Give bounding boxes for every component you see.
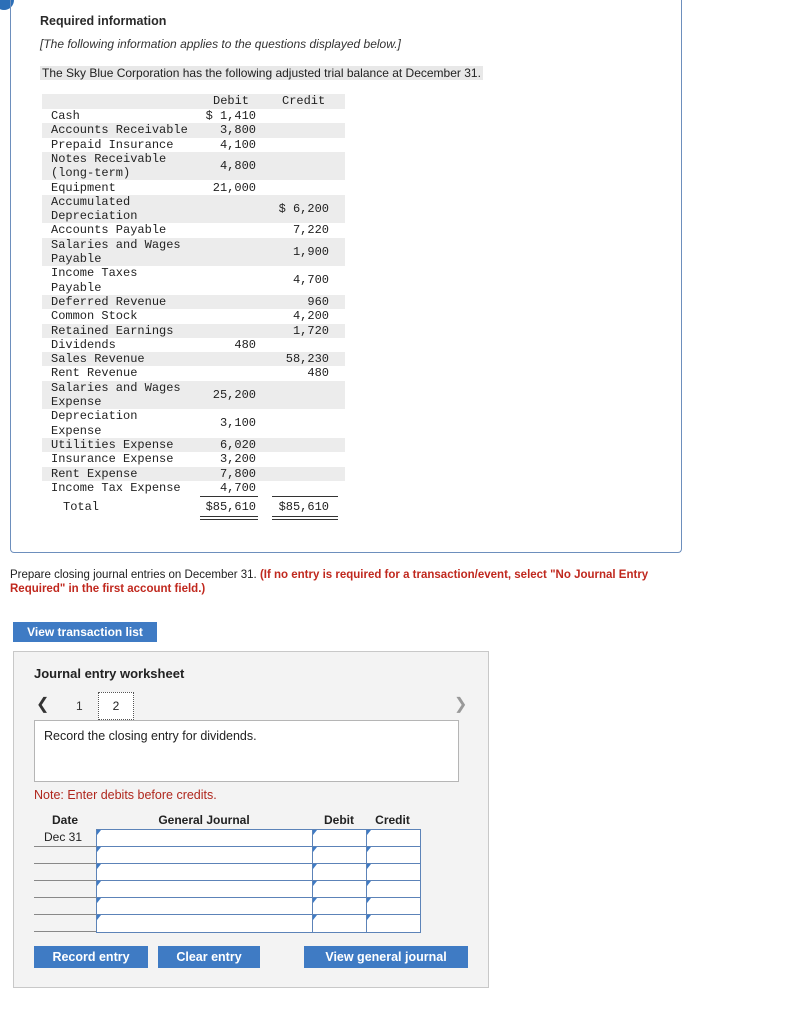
required-info-title: Required information [40,14,167,28]
dropdown-marker-icon [97,864,101,869]
account-name [51,152,166,181]
credit-column-header: Credit [282,94,326,108]
dropdown-marker-icon [313,881,317,886]
credit-column-header-journal: Credit [375,813,410,827]
debit-amount: $ 1,410 [205,109,256,123]
trial-balance-row [42,452,345,466]
credit-amount: $ 6,200 [278,201,329,216]
account-name-line: Expense [51,394,102,409]
debit-amount: 4,800 [219,159,256,174]
account-name: Insurance Expense [51,452,174,467]
page-1-link[interactable]: 1 [76,699,83,713]
chevron-right-icon[interactable]: ❯ [454,696,468,713]
date-cell [34,829,96,847]
entry-date: Dec 31 [44,830,83,844]
instructions-text [10,568,690,596]
debit-amount: 7,800 [219,466,256,481]
debit-subtotal-rule [200,496,258,497]
instruction-text: Record the closing entry for dividends. [44,729,257,743]
dropdown-marker-icon [313,915,317,920]
date-cell [34,897,96,915]
credit-amount: 1,900 [292,244,329,259]
debit-amount: 480 [234,337,256,352]
trial-balance-row [42,324,345,338]
trial-balance-row [42,123,345,137]
clear-entry-button[interactable]: Clear entry [158,946,260,968]
debit-amount: 25,200 [212,387,256,402]
trial-balance-row [42,381,345,410]
instruction-box [34,720,459,782]
worksheet-title: Journal entry worksheet [34,666,185,681]
debit-amount: 6,020 [219,437,256,452]
date-cell [34,846,96,864]
trial-balance-row [42,309,345,323]
credit-amount: 4,200 [292,309,329,324]
account-name [51,266,137,295]
account-name: Accounts Payable [51,223,167,238]
account-name: Equipment [51,180,116,195]
debit-amount: 3,800 [219,123,256,138]
dropdown-marker-icon [97,830,101,835]
credit-total-double-rule [272,516,338,517]
credit-amount: 1,720 [292,323,329,338]
debit-amount: 3,200 [219,452,256,467]
instructions-main: Prepare closing journal entries on December 31. [10,569,260,581]
credit-total-double-rule [272,519,338,520]
dropdown-marker-icon [97,915,101,920]
dropdown-marker-icon [367,881,371,886]
credit-subtotal-rule [272,496,338,497]
credit-amount: 58,230 [285,352,329,367]
trial-balance-total-row [42,499,345,515]
total-label: Total [63,500,100,515]
credit-amount: 960 [307,294,329,309]
account-name: Common Stock [51,309,138,324]
credit-amount-field[interactable] [366,914,421,933]
account-name-line: Salaries and Wages [51,380,181,395]
chevron-left-icon[interactable]: ❮ [36,696,50,713]
account-name-line: (long-term) [51,166,131,181]
trial-balance-row [42,295,345,309]
date-cell [34,914,96,932]
debit-column-header: Debit [213,94,250,108]
instructions-emphasis: (If no entry is required for a transaction/event, select "No Journal Entry Required" in the first account field.) [10,569,649,595]
trial-balance-row [42,109,345,123]
trial-balance-row [42,138,345,152]
account-name: Deferred Revenue [51,294,167,309]
trial-balance-row [42,481,345,495]
dropdown-marker-icon [313,898,317,903]
account-name-line: Payable [51,251,102,266]
debit-amount: 4,100 [219,137,256,152]
dropdown-marker-icon [367,864,371,869]
trial-balance-row [42,366,345,380]
debit-total-double-rule [200,519,258,520]
debit-column-header-journal: Debit [324,813,354,827]
account-name: Dividends [51,337,116,352]
account-name-line: Income Taxes [51,266,138,281]
credit-amount: 4,700 [292,273,329,288]
account-name-line: Accumulated [51,194,131,209]
account-name: Retained Earnings [51,323,174,338]
dropdown-marker-icon [367,898,371,903]
trial-balance-row [42,467,345,481]
debit-amount: 21,000 [212,180,256,195]
debit-amount: 3,100 [219,416,256,431]
journal-entry-worksheet [13,651,489,988]
total-credit: $85,610 [278,500,329,515]
account-name-line: Payable [51,280,102,295]
account-name-line: Expense [51,423,102,438]
account-name [51,409,137,438]
trial-balance-row [42,352,345,366]
page-2-current[interactable]: 2 [98,692,134,720]
debit-amount-field[interactable] [312,914,368,933]
dropdown-marker-icon [97,881,101,886]
account-name: Prepaid Insurance [51,137,174,152]
trial-balance-row [42,338,345,352]
trial-balance-row [42,238,345,267]
account-name: Cash [51,109,80,123]
dropdown-marker-icon [313,847,317,852]
view-general-journal-button[interactable]: View general journal [304,946,468,968]
dropdown-marker-icon [367,847,371,852]
account-name [51,195,137,224]
trial-balance-intro: The Sky Blue Corporation has the following adjusted trial balance at December 31. [42,66,481,80]
general-journal-column-header: General Journal [158,813,250,827]
account-select-field[interactable] [96,914,314,933]
view-transaction-list-button[interactable]: View transaction list [13,622,157,642]
dropdown-marker-icon [97,898,101,903]
required-info-subtitle: [The following information applies to the questions displayed below.] [40,37,401,51]
dropdown-marker-icon [367,830,371,835]
date-cell [34,863,96,881]
dropdown-marker-icon [313,830,317,835]
account-name-line: Notes Receivable [51,151,167,166]
account-name: Rent Expense [51,466,138,481]
debit-total-double-rule [200,516,258,517]
debits-note: Note: Enter debits before credits. [34,788,217,802]
date-column-header: Date [51,813,78,827]
dropdown-marker-icon [313,864,317,869]
trial-balance-row [42,266,345,295]
trial-balance-row [42,438,345,452]
account-name [51,238,181,267]
account-name: Rent Revenue [51,366,138,381]
trial-balance-row [42,409,345,438]
trial-balance-row [42,223,345,237]
account-name [51,381,181,410]
debit-amount: 4,700 [219,480,256,495]
record-entry-button[interactable]: Record entry [34,946,148,968]
credit-amount: 480 [307,366,329,381]
account-name: Accounts Receivable [51,123,188,138]
account-name: Sales Revenue [51,352,145,367]
account-name-line: Salaries and Wages [51,237,181,252]
account-name-line: Depreciation [51,209,138,224]
trial-balance-header [42,94,345,109]
dropdown-marker-icon [97,847,101,852]
account-name: Income Tax Expense [51,480,181,495]
trial-balance-row [42,181,345,195]
date-cell [34,880,96,898]
trial-balance-row [42,152,345,181]
credit-amount: 7,220 [292,223,329,238]
dropdown-marker-icon [367,915,371,920]
total-debit: $85,610 [205,500,256,515]
account-name-line: Depreciation [51,409,138,424]
trial-balance-row [42,195,345,224]
account-name: Utilities Expense [51,437,174,452]
